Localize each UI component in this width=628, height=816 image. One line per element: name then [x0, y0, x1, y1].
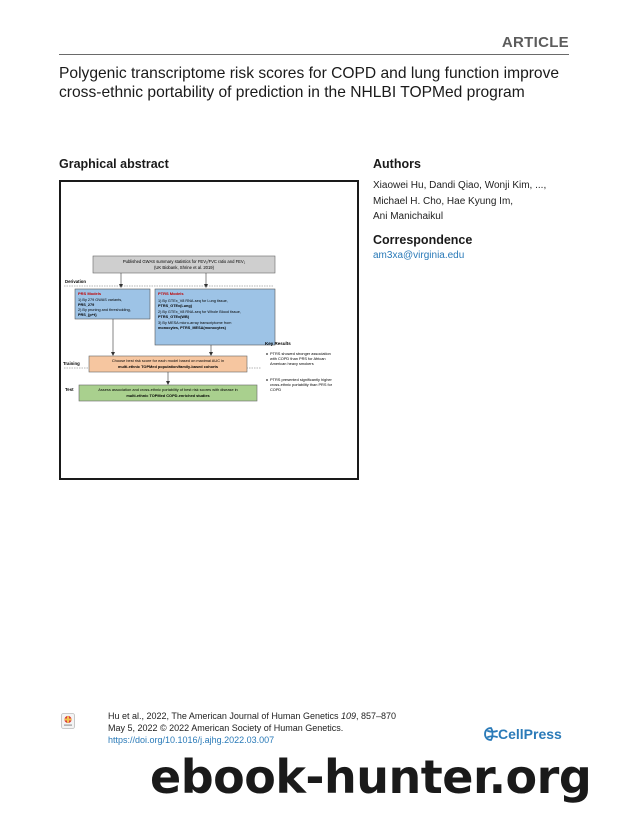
arrow-head-test [166, 381, 170, 385]
ptrs-line-4: PTRS_GTEx(WB) [158, 315, 190, 319]
correspondence-heading: Correspondence [373, 233, 473, 247]
doi-link[interactable]: https://doi.org/10.1016/j.ajhg.2022.03.007 [108, 735, 275, 745]
key-results-heading: Key Results [265, 341, 291, 346]
header-rule [59, 54, 569, 55]
cellpress-logo-icon [484, 727, 498, 741]
citation-line [108, 710, 438, 722]
ptrs-line-5: 3) By MESA micro-array transcriptome from [158, 321, 232, 325]
gwas-line-1: Published GWAS summary statistics for FEV₁/FVC ratio and FEV₁ [122, 259, 246, 264]
article-title: Polygenic transcriptome risk scores for COPD and lung function improve cross-ethnic portability of prediction in the NHLBI TOPMed program [59, 65, 560, 101]
citation-volume: 109 [340, 711, 356, 721]
key-result-1-line-2: with COPD than PRS for African [270, 356, 326, 361]
correspondence-email-link[interactable]: am3xa@virginia.edu [373, 250, 465, 261]
graphical-abstract-heading: Graphical abstract [59, 157, 169, 171]
prs-line-2: PRS_279 [78, 303, 95, 307]
authors-line-1: Xiaowei Hu, Dandi Qiao, Wonji Kim, ..., [373, 180, 547, 191]
training-line-1: Choose best risk score for each model based on maximal AUC in [111, 358, 225, 363]
ptrs-line-2: PTRS_GTEx(Lung) [158, 304, 192, 308]
authors-line-3: Ani Manichaikul [373, 211, 444, 222]
gwas-line-2: (UK Biobank, Shrine et al. 2019) [153, 265, 215, 270]
citation-footer [108, 710, 438, 746]
ptrs-models-title: PTRS Models [158, 291, 184, 296]
key-result-1-line-3: American heavy smokers [270, 361, 314, 366]
ptrs-line-6: monocytes, PTRS_MESA(monocytes) [158, 326, 226, 330]
graphical-abstract-figure [59, 180, 359, 480]
training-label: Training [63, 361, 80, 366]
citation-prefix: Hu et al., 2022, The American Journal of Human Genetics [108, 711, 341, 721]
citation-pages: , 857–870 [356, 711, 397, 721]
training-line-2: multi-ethnic TOPMed population/family-based cohorts [117, 364, 219, 369]
authors-heading: Authors [373, 157, 421, 171]
key-result-2-line-2: cross-ethnic portability than PRS for [270, 382, 333, 387]
key-result-bullet-1 [266, 353, 268, 355]
test-line-1: Assess association and cross-ethnic portability of best risk scores with disease in [98, 387, 238, 392]
authors-list [373, 178, 573, 225]
key-result-2-line-1: PTRS presented significantly higher [270, 377, 332, 382]
derivation-label: Derivation [65, 279, 87, 284]
article-type-label: ARTICLE [501, 34, 569, 51]
crossmark-icon[interactable] [61, 713, 75, 729]
key-result-1-line-1: PTRS showed stronger association [270, 351, 331, 356]
copyright-line: May 5, 2022 © 2022 American Society of Human Genetics. [108, 723, 344, 733]
arrow-head-ptrs-training [209, 352, 213, 356]
ptrs-line-3: 2) By GTEx_V8 RNA-seq for Whole Blood tissue, [158, 310, 241, 314]
cellpress-logo-text: CellPress [498, 726, 562, 742]
arrow-head-prs-training [111, 352, 115, 356]
authors-line-2: Michael H. Cho, Hae Kyung Im, [373, 195, 514, 207]
prs-models-title: PRS Models [78, 291, 102, 296]
key-result-2-line-3: COPD [270, 387, 282, 392]
watermark: ebook-hunter.org [150, 750, 592, 804]
ptrs-line-1: 1) By GTEx_V8 RNA-seq for Lung tissue, [158, 299, 228, 303]
cellpress-logo [484, 726, 562, 742]
prs-line-1: 1) By 279 GWAS variants, [78, 298, 123, 302]
test-line-2: multi-ethnic TOPMed COPD-enriched studies [126, 393, 210, 398]
test-label: Test [65, 387, 74, 392]
graphical-abstract-diagram [61, 182, 357, 478]
prs-line-3: 2) By pruning and thresholding, [78, 308, 131, 312]
prs-line-4: PRS_{p+t} [78, 313, 97, 317]
key-result-bullet-2 [266, 379, 268, 381]
